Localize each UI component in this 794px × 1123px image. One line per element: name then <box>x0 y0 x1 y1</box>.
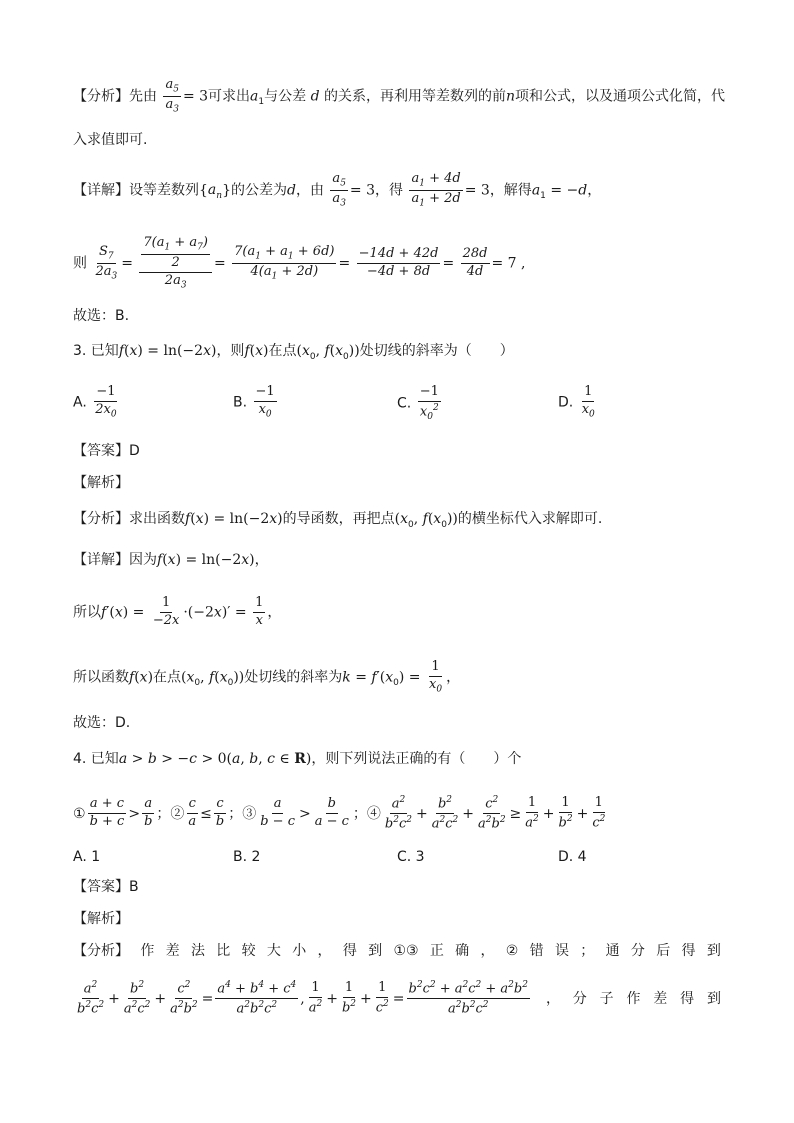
char: 后 <box>656 943 671 959</box>
fraction: $\frac{1}{c^2}$ <box>375 980 389 1016</box>
text: 的关系，再利用等差数列的前 <box>324 88 507 105</box>
char: ， <box>545 990 560 1007</box>
text: B. <box>233 394 248 411</box>
text: 的导函数，再把点 <box>282 511 395 527</box>
fraction: $\frac{c^2}{a^2b^2}$ <box>170 980 198 1017</box>
fraction: $\frac{1}{a^2}$ <box>525 795 539 831</box>
analysis-q3-text: 【分析】求出函数f(x) = ln(−2x)的导函数，再把点($x_0$, $f(x_0)$)的横坐标代入求解即可. <box>73 511 603 530</box>
char: 作 <box>140 943 155 959</box>
analysis-q3: 【解析】 <box>73 475 129 491</box>
option-a[interactable] <box>73 385 121 420</box>
fraction: $\frac{1}{x_0}$ <box>428 659 443 695</box>
text: 在点 <box>153 669 182 686</box>
equation-s7: 则 $\frac{S_7}{2a_3}$ = $\frac{\frac{7(a_1 + a_7)}{2}}{2a_3}$ = $\frac{7(a_1 + a_1 + 6d)}{4(a_1 + 2d)}$ = $\frac{-14d + 42d}{-4d + 8d}$ = $\frac{28d}{4d}$ = 7 , <box>73 235 526 291</box>
answer-q3: 【答案】D <box>73 443 140 459</box>
char: 得 <box>680 990 695 1007</box>
option-b[interactable] <box>233 385 279 420</box>
fraction: $\frac{b}{a - c}$ <box>314 796 349 830</box>
text: 4. 已知 <box>73 751 119 767</box>
text: C. <box>397 395 412 412</box>
char: 错 <box>529 943 544 959</box>
question-4-statements: ① $\frac{a + c}{b + c}$ > $\frac{a}{b}$ ；② $\frac{c}{a}$ ≤ $\frac{c}{b}$ ；③ $\frac{a}{b - c}$ > $\frac{b}{a - c}$ ；④ $\frac{a^2}{b^2c^2}$ + $\frac{b^2}{a^2c^2}$ + $\frac{c^2}{a^2b^2}$ ≥ $\frac{1}{a^2}$ + $\frac{1}{b^2}$ + $\frac{1}{c^2}$ <box>73 795 606 832</box>
char: 法 <box>190 943 205 959</box>
analysis-q4-text <box>73 944 721 958</box>
text: 3. 已知 <box>73 343 119 359</box>
fraction: $\frac{c^2}{a^2b^2}$ <box>477 795 506 832</box>
fraction-s7: $\frac{S_7}{2a_3}$ <box>95 243 118 282</box>
text: 因为 <box>129 552 157 568</box>
fraction: $\frac{c}{a}$ <box>188 796 197 830</box>
choose-d: 故选：D. <box>73 715 131 731</box>
fraction: $\frac{a^4 + b^4 + c^4}{a^2b^2c^2}$ <box>217 980 297 1017</box>
text: 的横坐标代入求解即可. <box>457 511 603 527</box>
question-4-stem: 4. 已知a > b > −c > 0(a, b, c ∈ R)，则下列说法正确的有（ ）个 <box>73 751 522 767</box>
option-d[interactable] <box>558 385 599 420</box>
char: 得 <box>681 943 696 959</box>
text: D. <box>558 394 574 411</box>
text: ， <box>587 182 602 199</box>
q4-tail-text <box>532 992 721 1006</box>
fraction: $\frac{a}{b - c}$ <box>260 796 295 830</box>
char: 到 <box>706 990 721 1007</box>
fraction: $\frac{1}{x}$ <box>255 595 264 628</box>
fraction: $\frac{a^2}{b^2c^2}$ <box>77 980 105 1017</box>
fraction-step2: $\frac{7(a_1 + a_1 + 6d)}{4(a_1 + 2d)}$ <box>234 243 335 282</box>
fraction: $\frac{1}{b^2}$ <box>341 980 357 1016</box>
fraction: $\frac{c}{b}$ <box>215 796 225 830</box>
fraction: $\frac{1}{a^2}$ <box>308 980 323 1016</box>
char: 确 <box>455 943 470 959</box>
fraction-a1-4d: $\frac{a_1 + 4d}{a_1 + 2d}$ <box>411 171 461 209</box>
char: 作 <box>626 990 641 1007</box>
char: 误 <box>554 943 569 959</box>
analysis-paragraph-1: 【分析】先由 $\frac{a_5}{a_3}$ = 3可求出$a_1$与公差 d 的关系，再利用等差数列的前n项和公式，以及通项公式化简，代 <box>73 77 726 115</box>
text: 处切线的斜率为 <box>244 669 343 686</box>
text: ， <box>267 604 282 621</box>
char: 差 <box>653 990 668 1007</box>
analysis-paragraph-1-cont: 入求值即可. <box>73 132 148 148</box>
text: 与公差 <box>264 88 307 105</box>
char: 小 <box>292 943 307 959</box>
fraction: $\frac{a^2}{b^2c^2}$ <box>384 795 412 832</box>
derivative-line: 所以f′(x) = $\frac{1}{-2x}$ ·(−2x)′ = $\frac{1}{x}$ ， <box>73 595 282 628</box>
fraction: $\frac{1}{c^2}$ <box>592 795 606 831</box>
tag: 【分析】 <box>73 943 129 959</box>
text: ， <box>446 669 461 686</box>
detail-paragraph-1: 【详解】设等差数列$\{a_n\}$的公差为d，由 $\frac{a_5}{a_3}$ = 3，得 $\frac{a_1 + 4d}{a_1 + 2d}$ = 3，解得$a_1 = -d$， <box>73 171 602 209</box>
fraction: $\frac{-1}{x_0}$ <box>255 384 275 420</box>
text: 先由 <box>129 88 157 105</box>
choose-b: 故选：B. <box>73 308 130 324</box>
char: ； <box>580 943 595 959</box>
fraction: $\frac{b^2c^2 + a^2c^2 + a^2b^2}{a^2b^2c^2}$ <box>408 980 528 1017</box>
fraction: $\frac{b^2}{a^2c^2}$ <box>123 980 151 1017</box>
text: ，由 <box>295 182 324 199</box>
text: 设等差数列 <box>129 182 199 199</box>
fraction-nested: $\frac{\frac{7(a_1 + a_7)}{2}}{2a_3}$ <box>139 236 212 291</box>
tag: 【详解】 <box>73 552 129 568</box>
detail-tag: 【详解】 <box>73 182 129 199</box>
analysis-tag: 【分析】 <box>73 88 129 105</box>
fraction: $\frac{1}{x_0}$ <box>581 384 595 420</box>
fraction: $\frac{1}{-2x}$ <box>152 595 180 628</box>
text: 处切线的斜率为（ ） <box>359 343 514 359</box>
char: 到 <box>368 943 383 959</box>
question-3-stem: 3. 已知f(x) = ln(−2x)，则f(x)在点($x_0$, $f(x_0)$)处切线的斜率为（ ） <box>73 343 514 362</box>
text: A. <box>73 394 87 411</box>
fraction: $\frac{-1}{x_0^2}$ <box>419 384 439 422</box>
text: 在点 <box>268 343 297 359</box>
fraction-step4: $\frac{28d}{4d}$ <box>462 245 488 279</box>
text: 可求出 <box>208 88 251 105</box>
char: ， <box>480 943 495 959</box>
option-b[interactable]: B. 2 <box>233 849 261 865</box>
char: 分 <box>572 990 587 1007</box>
fraction: $\frac{-1}{2x_0}$ <box>95 384 117 420</box>
answer-q4: 【答案】B <box>73 879 139 895</box>
char: 到 <box>706 943 721 959</box>
char: 子 <box>599 990 614 1007</box>
char: 正 <box>429 943 444 959</box>
char: ， <box>317 943 332 959</box>
fraction: $\frac{a + c}{b + c}$ <box>89 796 125 830</box>
char: 差 <box>165 943 180 959</box>
option-c[interactable]: C. 3 <box>397 849 425 865</box>
char: 比 <box>216 943 231 959</box>
char: ② <box>505 943 519 959</box>
text: ， <box>254 552 269 568</box>
text: ，得 <box>375 182 404 199</box>
fraction-step3: $\frac{-14d + 42d}{-4d + 8d}$ <box>358 245 439 279</box>
text: ，则 <box>216 343 245 359</box>
fraction-a5-a3: $\frac{a_5}{a_3}$ <box>332 171 346 209</box>
text: 项和公式，以及通项公式化简，代 <box>515 88 726 105</box>
char: 得 <box>342 943 357 959</box>
tag: 【分析】 <box>73 511 129 527</box>
slope-line: 所以函数f(x)在点($x_0$, $f(x_0)$)处切线的斜率为$k = f'(x_0)$ = $\frac{1}{x_0}$ ， <box>73 659 461 695</box>
text: ，则下列说法正确的有（ ）个 <box>311 751 522 767</box>
q4-equation-line: $\frac{a^2}{b^2c^2}$ + $\frac{b^2}{a^2c^2}$ + $\frac{c^2}{a^2b^2}$ = $\frac{a^4 + b^4 + c^4}{a^2b^2c^2}$ , $\frac{1}{a^2}$ + $\frac{1}{b^2}$ + $\frac{1}{c^2}$ = $\frac{b^2c^2 + a^2c^2 + a^2b^2}{a^2b^2c^2}$ ， 分 子 作 差 得 到 <box>77 980 721 1017</box>
text: 的公差为 <box>231 182 287 199</box>
analysis-q4: 【解析】 <box>73 911 129 927</box>
fraction: $\frac{1}{b^2}$ <box>558 795 573 831</box>
fraction: $\frac{a}{b}$ <box>144 796 153 830</box>
option-a[interactable]: A. 1 <box>73 849 101 865</box>
char: 通 <box>605 943 620 959</box>
char: ①③ <box>393 943 419 959</box>
detail-q3: 【详解】因为f(x) = ln(−2x)， <box>73 552 269 568</box>
char: 较 <box>241 943 256 959</box>
fraction-a5-a3: $\frac{a_5}{a_3}$ <box>165 77 179 115</box>
option-c[interactable] <box>397 385 443 422</box>
text: 所以函数 <box>73 669 129 686</box>
char: 大 <box>266 943 281 959</box>
fraction: $\frac{b^2}{a^2c^2}$ <box>431 795 459 832</box>
char: 分 <box>630 943 645 959</box>
text: 所以 <box>73 604 101 621</box>
option-d[interactable]: D. 4 <box>558 849 587 865</box>
text: ，解得 <box>489 182 532 199</box>
text: 求出函数 <box>129 511 185 527</box>
text: 则 <box>73 255 87 272</box>
